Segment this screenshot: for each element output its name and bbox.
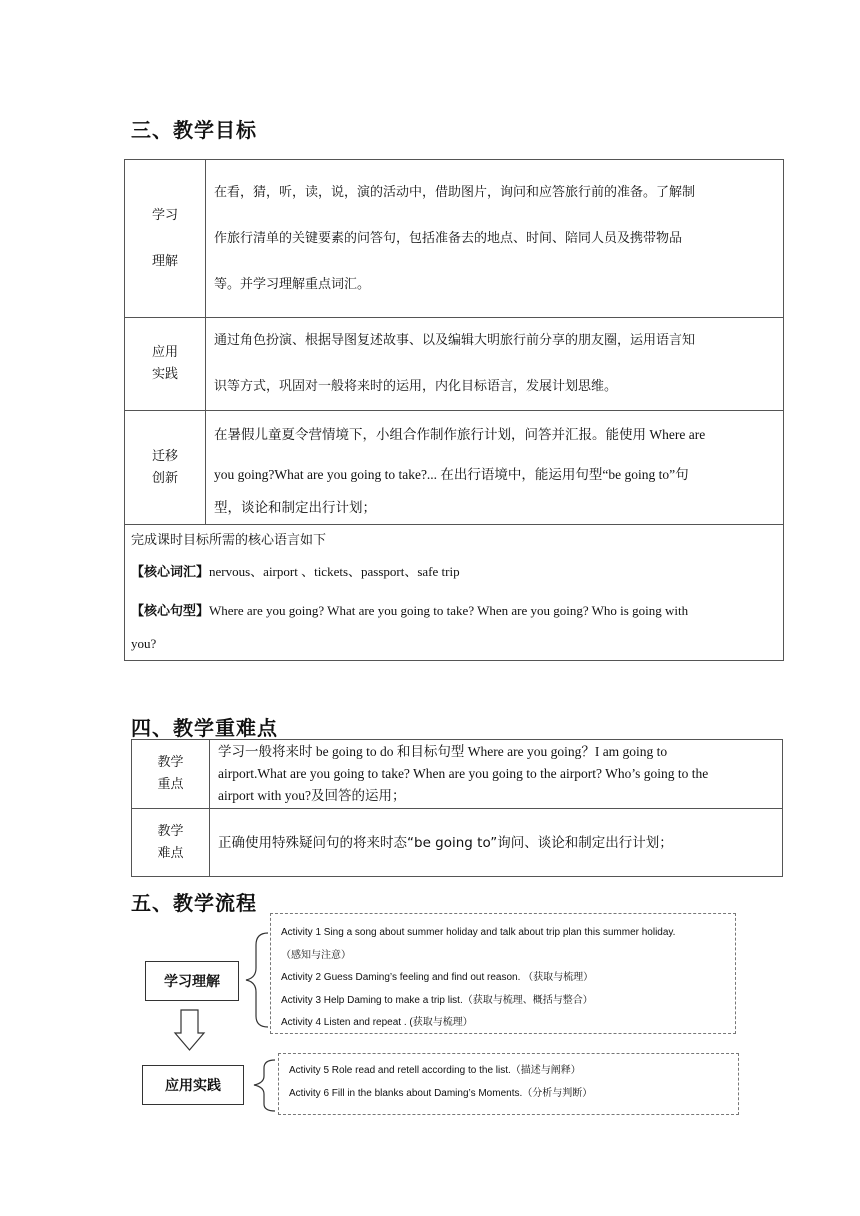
label-line: 理解 xyxy=(151,253,178,269)
label-line: 难点 xyxy=(157,845,184,861)
core-intro: 完成课时目标所需的核心语言如下 xyxy=(131,532,327,548)
label-line: 重点 xyxy=(157,777,184,792)
pattern-label: 【核心句型】 xyxy=(131,603,210,619)
content-line: airport.What are you going to take? When are you going to the airport? Who’s going to the xyxy=(218,766,709,781)
content-line: 正确使用特殊疑问句的将来时态“be going to”询问、谈论和制定出行计划； xyxy=(218,834,673,851)
activity-item: Activity 3 Help Daming to make a trip list.（获取与梳理、概括与整合） xyxy=(281,994,593,1006)
label-line: 应用 xyxy=(151,345,178,360)
stage1-box: 学习理解 xyxy=(145,961,239,1001)
brace-stage2 xyxy=(254,1060,275,1111)
content-line: 在看，猜，听，读，说，演的活动中，借助图片，询问和应答旅行前的准备。了解制 xyxy=(214,184,696,200)
content-line: 作旅行清单的关键要素的问答句，包括准备去的地点、时间、陪同人员及携带物品 xyxy=(214,230,683,246)
content-line: 在暑假儿童夏令营情境下，小组合作制作旅行计划，问答并汇报。能使用 Where are xyxy=(214,426,706,442)
down-arrow-icon xyxy=(175,1010,204,1050)
pattern-text-continued: you? xyxy=(131,635,157,651)
activity-item: Activity 4 Listen and repeat . (获取与梳理） xyxy=(281,1017,473,1028)
stage1-activities xyxy=(270,913,736,1034)
content-line: airport with you?及回答的运用； xyxy=(218,788,406,803)
section5-heading: 五、教学流程 xyxy=(131,891,257,915)
activity-item: （感知与注意） xyxy=(281,949,351,961)
vocab-label: 【核心词汇】 xyxy=(131,564,210,580)
label-line: 创新 xyxy=(151,470,178,486)
stage2-box: 应用实践 xyxy=(142,1065,244,1105)
label-line: 教学 xyxy=(157,823,184,839)
pattern-text: Where are you going? What are you going to take? When are you going? Who is going with xyxy=(209,602,689,618)
content-line: 型，谈论和制定出行计划； xyxy=(214,499,376,515)
vocab-text: nervous、airport 、tickets、passport、safe trip xyxy=(209,563,460,579)
content-line: 通过角色扮演、根据导图复述故事、以及编辑大明旅行前分享的朋友圈，运用语言知 xyxy=(214,333,696,348)
activity-item: Activity 1 Sing a song about summer holiday and talk about trip plan this summer holiday. xyxy=(281,927,676,938)
section4-heading: 四、教学重难点 xyxy=(131,716,278,740)
label-line: 教学 xyxy=(157,755,184,770)
activity-item: Activity 5 Role read and retell according to the list.（描述与阐释） xyxy=(289,1065,581,1076)
content-line: 识等方式，巩固对一般将来时的运用，内化目标语言，发展计划思维。 xyxy=(214,379,618,394)
brace-stage1 xyxy=(246,933,268,1027)
stage2-activities xyxy=(278,1053,739,1115)
section3-heading: 三、教学目标 xyxy=(131,118,257,142)
label-line: 迁移 xyxy=(151,448,178,464)
activity-item: Activity 2 Guess Daming’s feeling and find out reason. （获取与梳理） xyxy=(281,972,594,983)
label-line: 实践 xyxy=(151,367,178,382)
label-line: 学习 xyxy=(151,207,178,223)
activity-item: Activity 6 Fill in the blanks about Daming’s Moments.（分析与判断） xyxy=(289,1087,593,1099)
content-line: 学习一般将来时 be going to do 和目标句型 Where are you going？I am going to xyxy=(218,744,668,759)
content-line: 等。并学习理解重点词汇。 xyxy=(214,276,371,292)
content-line: you going?What are you going to take?... 在出行语境中，能运用句型“be going to”句 xyxy=(214,466,689,482)
